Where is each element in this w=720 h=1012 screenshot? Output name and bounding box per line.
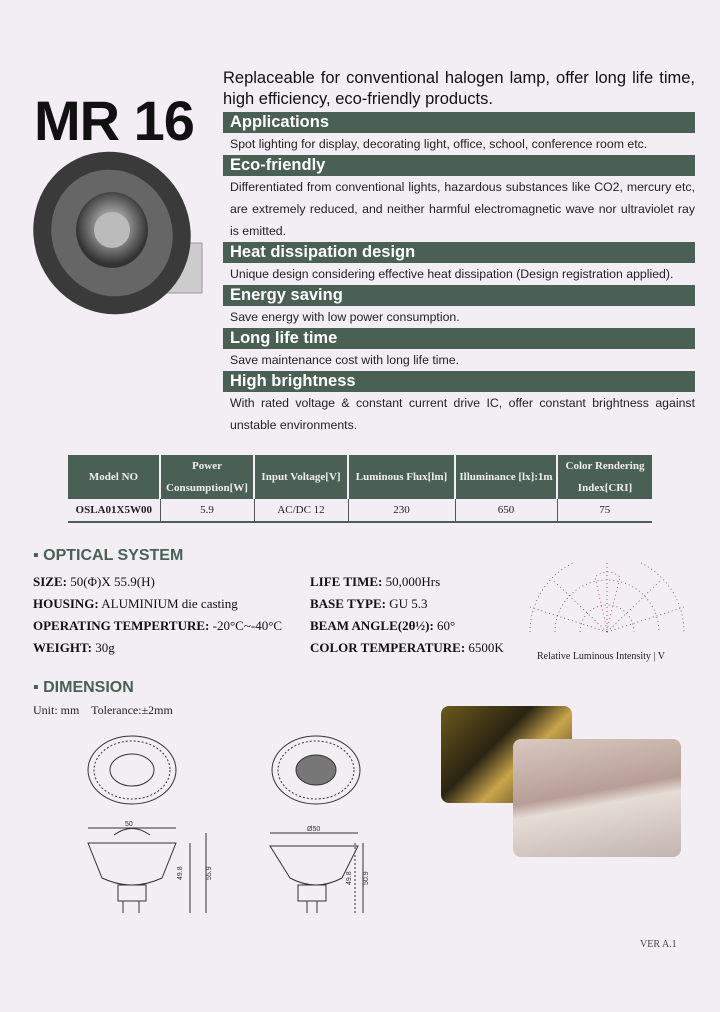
spec-label: OPERATING TEMPERTURE:: [33, 618, 210, 633]
dimension-heading: ▪ DIMENSION: [33, 679, 134, 696]
section-heading: Long life time: [223, 328, 695, 349]
spec-base-type: [310, 593, 504, 615]
cell: 5.9: [160, 499, 254, 522]
optical-heading-text: OPTICAL SYSTEM: [43, 547, 184, 564]
dim-label: 49.8: [177, 866, 184, 880]
lamp-photo: [32, 148, 212, 328]
spec-life-time: [310, 571, 504, 593]
spec-value: ALUMINIUM die casting: [101, 596, 238, 611]
section-applications: [223, 112, 695, 155]
dim-label: 49.8: [346, 871, 353, 885]
product-title: MR 16: [34, 89, 194, 152]
section-heat-dissipation: [223, 242, 695, 285]
section-text: Spot lighting for display, decorating light, office, school, conference room etc.: [230, 137, 648, 151]
col-header: Power Consumption[W]: [160, 455, 254, 499]
spec-label: LIFE TIME:: [310, 574, 383, 589]
polar-intensity-diagram: [525, 562, 690, 637]
installation-photo-ceiling: [513, 739, 681, 857]
dim-label: 50.9: [363, 871, 370, 885]
col-header: Input Voltage[V]: [254, 455, 348, 499]
spec-weight: [33, 637, 282, 659]
section-text: Save energy with low power consumption.: [230, 310, 460, 324]
section-heading: Eco-friendly: [223, 155, 695, 176]
spec-label: HOUSING:: [33, 596, 99, 611]
section-text: Differentiated from conventional lights, hazardous substances like CO2, mercury etc, are extremely reduced, and neither harmful electromagnetic wave nor ultraviolet ray is emitted.: [230, 180, 695, 238]
dim-label: 50: [125, 821, 133, 828]
version-label: VER A.1: [640, 939, 677, 950]
table-row: [68, 499, 652, 522]
cell: AC/DC 12: [254, 499, 348, 522]
table-header-row: [68, 455, 652, 499]
section-heading: Applications: [223, 112, 695, 133]
section-text: With rated voltage & constant current drive IC, offer constant brightness against unstable environments.: [230, 396, 695, 432]
optical-heading: ▪ OPTICAL SYSTEM: [33, 547, 184, 564]
cell: 230: [348, 499, 455, 522]
dimension-unit: Unit: mm Tolerance:±2mm: [33, 703, 173, 717]
col-header: Illuminance [lx]:1m: [455, 455, 557, 499]
cell: OSLA01X5W00: [68, 499, 160, 522]
col-header: Model NO: [68, 455, 160, 499]
spec-value: GU 5.3: [389, 596, 428, 611]
section-heading: Energy saving: [223, 285, 695, 306]
spec-value: 50(Φ)X 55.9(H): [70, 574, 155, 589]
spec-value: 50,000Hrs: [385, 574, 441, 589]
spec-value: 6500K: [468, 640, 504, 655]
col-header: Color Rendering Index[CRI]: [557, 455, 652, 499]
dimension-drawings: [70, 730, 370, 915]
section-high-brightness: [223, 371, 695, 436]
section-energy-saving: [223, 285, 695, 328]
specs-right: [310, 571, 504, 659]
spec-label: BEAM ANGLE(2θ½):: [310, 618, 434, 633]
section-long-life: [223, 328, 695, 371]
section-heading: High brightness: [223, 371, 695, 392]
spec-label: COLOR TEMPERATURE:: [310, 640, 466, 655]
section-text: Unique design considering effective heat dissipation (Design registration applied).: [230, 267, 674, 281]
dim-label: Ø50: [307, 826, 321, 833]
spec-table: [68, 455, 652, 523]
intro-text: Replaceable for conventional halogen lamp, offer long life time, high efficiency, eco-friendly products.: [223, 69, 695, 108]
specs-left: [33, 571, 282, 659]
spec-value: -20°C~-40°C: [212, 618, 283, 633]
spec-value: 60°: [437, 618, 456, 633]
spec-operating-temp: [33, 615, 282, 637]
spec-color-temp: [310, 637, 504, 659]
cell: 75: [557, 499, 652, 522]
spec-label: WEIGHT:: [33, 640, 92, 655]
cell: 650: [455, 499, 557, 522]
spec-size: [33, 571, 282, 593]
section-heading: Heat dissipation design: [223, 242, 695, 263]
section-text: Save maintenance cost with long life time.: [230, 353, 459, 367]
dimension-heading-text: DIMENSION: [43, 679, 134, 696]
spec-housing: [33, 593, 282, 615]
col-header: Luminous Flux[lm]: [348, 455, 455, 499]
polar-caption: Relative Luminous Intensity | V: [537, 651, 665, 662]
spec-label: SIZE:: [33, 574, 67, 589]
dim-label: 55.9: [206, 866, 213, 880]
spec-label: BASE TYPE:: [310, 596, 386, 611]
section-eco-friendly: [223, 155, 695, 242]
spec-beam-angle: [310, 615, 504, 637]
spec-value: 30g: [95, 640, 115, 655]
